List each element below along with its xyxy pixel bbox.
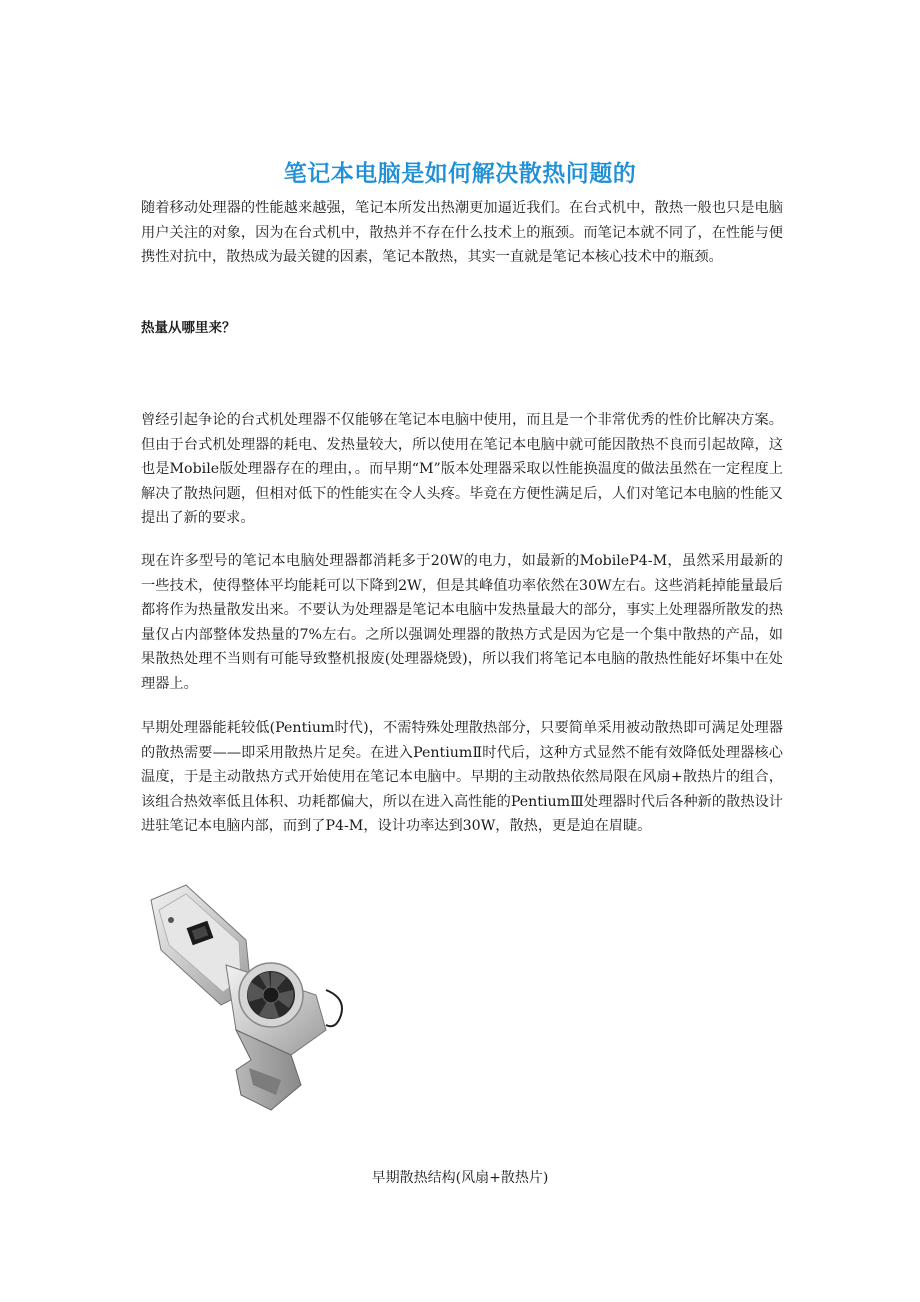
intro-paragraph: 随着移动处理器的性能越来越强，笔记本所发出热潮更加逼近我们。在台式机中，散热一般也只是电脑用户关注的对象，因为在台式机中，散热并不存在什么技术上的瓶颈。而笔记本就不同了，在性能与便携性对抗中，散热成为最关键的因素，笔记本散热，其实一直就是笔记本核心技术中的瓶颈。	[141, 200, 783, 265]
body-paragraph-1: 曾经引起争论的台式机处理器不仅能够在笔记本电脑中使用，而且是一个非常优秀的性价比解决方案。但由于台式机处理器的耗电、发热量较大，所以使用在笔记本电脑中就可能因散热不良而引起故障，这也是Mobile版处理器存在的理由，。而早期“M”版本处理器采取以性能换温度的做法虽然在一定程度上解决了散热问题，但相对低下的性能实在令人头疼。毕竟在方便性满足后，人们对笔记本电脑的性能又提出了新的要求。	[141, 412, 783, 526]
figure-caption: 早期散热结构(风扇+散热片)	[371, 1170, 549, 1186]
body-paragraph-2: 现在许多型号的笔记本电脑处理器都消耗多于20W的电力，如最新的MobileP4-M，虽然采用最新的一些技术，使得整体平均能耗可以下降到2W，但是其峰值功率依然在30W左右。这些消耗掉能量最后都将作为热量散发出来。不要认为处理器是笔记本电脑中发热量最大的部分，事实上处理器所散发的热量仅占内部整体发热量的7%左右。之所以强调处理器的散热方式是因为它是一个集中散热的产品，如果散热处理不当则有可能导致整机报废(处理器烧毁)，所以我们将笔记本电脑的散热性能好坏集中在处理器上。	[141, 553, 783, 692]
heatsink-fan-photo	[141, 880, 361, 1120]
page-title: 笔记本电脑是如何解决散热问题的	[283, 161, 637, 188]
heatsink-fan-illustration	[141, 880, 361, 1120]
section-heading: 热量从哪里来？	[141, 320, 236, 336]
body-paragraph-3: 早期处理器能耗较低(Pentium时代)，不需特殊处理散热部分，只要简单采用被动散热即可满足处理器的散热需要——即采用散热片足矣。在进入PentiumⅡ时代后，这种方式显然不能有效降低处理器核心温度，于是主动散热方式开始使用在笔记本电脑中。早期的主动散热依然局限在风扇+散热片的组合，该组合热效率低且体积、功耗都偏大，所以在进入高性能的PentiumⅢ处理器时代后各种新的散热设计进驻笔记本电脑内部，而到了P4-M，设计功率达到30W，散热，更是迫在眉睫。	[141, 720, 783, 834]
